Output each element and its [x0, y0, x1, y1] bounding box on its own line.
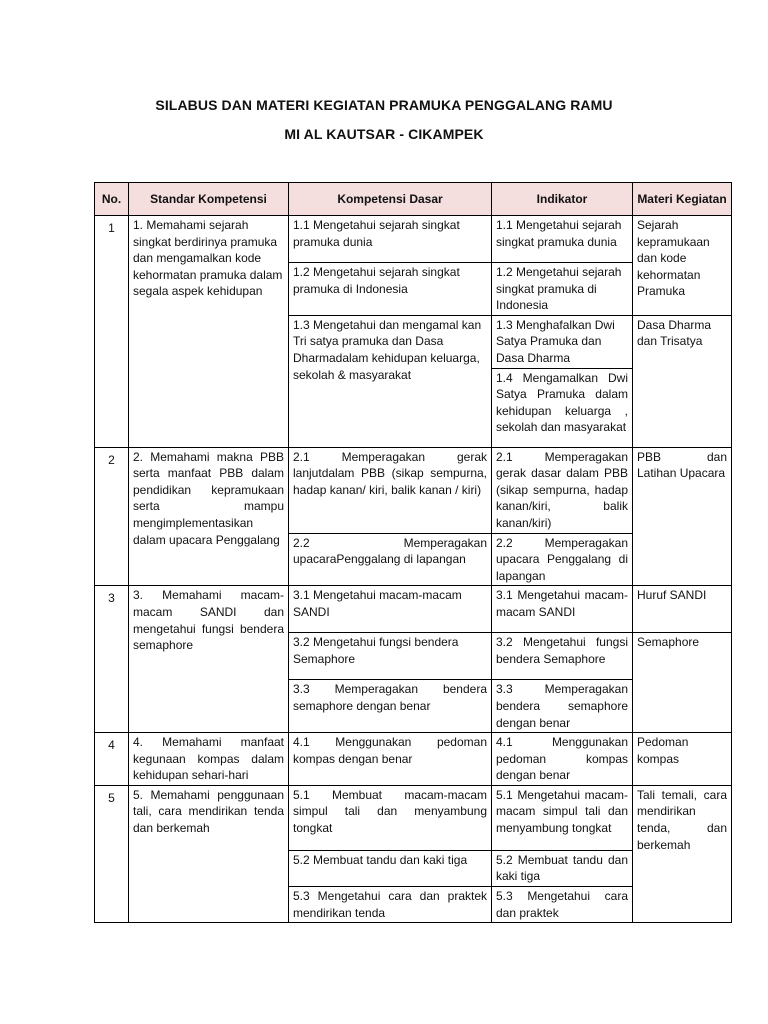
indikator-cell: 5.3 Mengetahui cara dan praktek	[492, 887, 633, 923]
row-number: 1	[95, 216, 129, 448]
standar-kompetensi-cell: 4. Memahami manfaat kegunaan kompas dalam kehidupan sehari-hari	[129, 733, 289, 786]
header-kompetensi-dasar: Kompetensi Dasar	[289, 183, 492, 216]
materi-cell: Pedoman kompas	[633, 733, 732, 786]
kompetensi-dasar-cell: 2.1 Memperagakan gerak lanjutdalam PBB (sikap sempurna, hadap kanan/ kiri, balik kanan / kiri)	[289, 447, 492, 533]
kompetensi-dasar-cell: 1.1 Mengetahui sejarah singkat pramuka dunia	[289, 216, 492, 263]
table-row	[95, 785, 732, 850]
table-row	[95, 447, 732, 533]
materi-cell: Semaphore	[633, 633, 732, 733]
indikator-cell: 5.1 Mengetahui macam-macam simpul tali dan menyambung tongkat	[492, 785, 633, 850]
indikator-cell: 1.2 Mengetahui sejarah singkat pramuka di Indonesia	[492, 263, 633, 316]
header-no: No.	[95, 183, 129, 216]
kompetensi-dasar-cell: 1.3 Mengetahui dan mengamal kan Tri satya pramuka dan Dasa Dharmadalam kehidupan keluarga, sekolah & masyarakat	[289, 315, 492, 447]
indikator-cell: 1.3 Menghafalkan Dwi Satya Pramuka dan Dasa Dharma	[492, 315, 633, 368]
indikator-cell: 3.2 Mengetahui fungsi bendera Semaphore	[492, 633, 633, 680]
table-row	[95, 586, 732, 633]
header-indikator: Indikator	[492, 183, 633, 216]
standar-kompetensi-cell: 3. Memahami macam-macam SANDI dan mengetahui fungsi bendera semaphore	[129, 586, 289, 733]
header-standar-kompetensi: Standar Kompetensi	[129, 183, 289, 216]
materi-cell: Tali temali, cara mendirikan tenda, dan berkemah	[633, 785, 732, 922]
indikator-cell: 3.3 Memperagakan bendera semaphore dengan benar	[492, 680, 633, 733]
standar-kompetensi-cell: 5. Memahami penggunaan tali, cara mendirikan tenda dan berkemah	[129, 785, 289, 922]
kompetensi-dasar-cell: 3.3 Memperagakan bendera semaphore dengan benar	[289, 680, 492, 733]
table-row	[95, 733, 732, 786]
document-subtitle: MI AL KAUTSAR - CIKAMPEK	[284, 126, 484, 142]
kompetensi-dasar-cell: 5.1 Membuat macam-macam simpul tali dan menyambung tongkat	[289, 785, 492, 850]
indikator-cell: 2.1 Memperagakan gerak dasar dalam PBB (sikap sempurna, hadap kanan/kiri, balik kanan/kiri)	[492, 447, 633, 533]
indikator-cell: 5.2 Membuat tandu dan kaki tiga	[492, 850, 633, 886]
indikator-cell: 4.1 Menggunakan pedoman kompas dengan benar	[492, 733, 633, 786]
row-number: 5	[95, 785, 129, 922]
row-number: 3	[95, 586, 129, 733]
standar-kompetensi-cell: 2. Memahami makna PBB serta manfaat PBB dalam pendidikan kepramukaan serta mampu mengimplementasikan dalam upacara Penggalang	[129, 447, 289, 586]
kompetensi-dasar-cell: 1.2 Mengetahui sejarah singkat pramuka di Indonesia	[289, 263, 492, 316]
materi-cell: PBB dan Latihan Upacara	[633, 447, 732, 586]
row-number: 4	[95, 733, 129, 786]
indikator-cell: 1.4 Mengamalkan Dwi Satya Pramuka dalam kehidupan keluarga , sekolah dan masyarakat	[492, 368, 633, 447]
materi-cell: Dasa Dharma dan Trisatya	[633, 315, 732, 447]
indikator-cell: 2.2 Memperagakan upacara Penggalang di lapangan	[492, 533, 633, 586]
table-row	[95, 216, 732, 263]
row-number: 2	[95, 447, 129, 586]
kompetensi-dasar-cell: 5.3 Mengetahui cara dan praktek mendirikan tenda	[289, 887, 492, 923]
materi-cell: Sejarah kepramukaan dan kode kehormatan Pramuka	[633, 216, 732, 316]
table-header-row	[95, 183, 732, 216]
kompetensi-dasar-cell: 5.2 Membuat tandu dan kaki tiga	[289, 850, 492, 886]
document-title: SILABUS DAN MATERI KEGIATAN PRAMUKA PENGGALANG RAMU	[155, 97, 613, 113]
indikator-cell: 1.1 Mengetahui sejarah singkat pramuka dunia	[492, 216, 633, 263]
kompetensi-dasar-cell: 4.1 Menggunakan pedoman kompas dengan benar	[289, 733, 492, 786]
standar-kompetensi-cell: 1. Memahami sejarah singkat berdirinya pramuka dan mengamalkan kode kehormatan pramuka dalam segala aspek kehidupan	[129, 216, 289, 448]
syllabus-table	[94, 182, 732, 923]
kompetensi-dasar-cell: 3.2 Mengetahui fungsi bendera Semaphore	[289, 633, 492, 680]
materi-cell: Huruf SANDI	[633, 586, 732, 633]
kompetensi-dasar-cell: 2.2 Memperagakan upacaraPenggalang di lapangan	[289, 533, 492, 586]
indikator-cell: 3.1 Mengetahui macam-macam SANDI	[492, 586, 633, 633]
header-materi-kegiatan: Materi Kegiatan	[633, 183, 732, 216]
kompetensi-dasar-cell: 3.1 Mengetahui macam-macam SANDI	[289, 586, 492, 633]
